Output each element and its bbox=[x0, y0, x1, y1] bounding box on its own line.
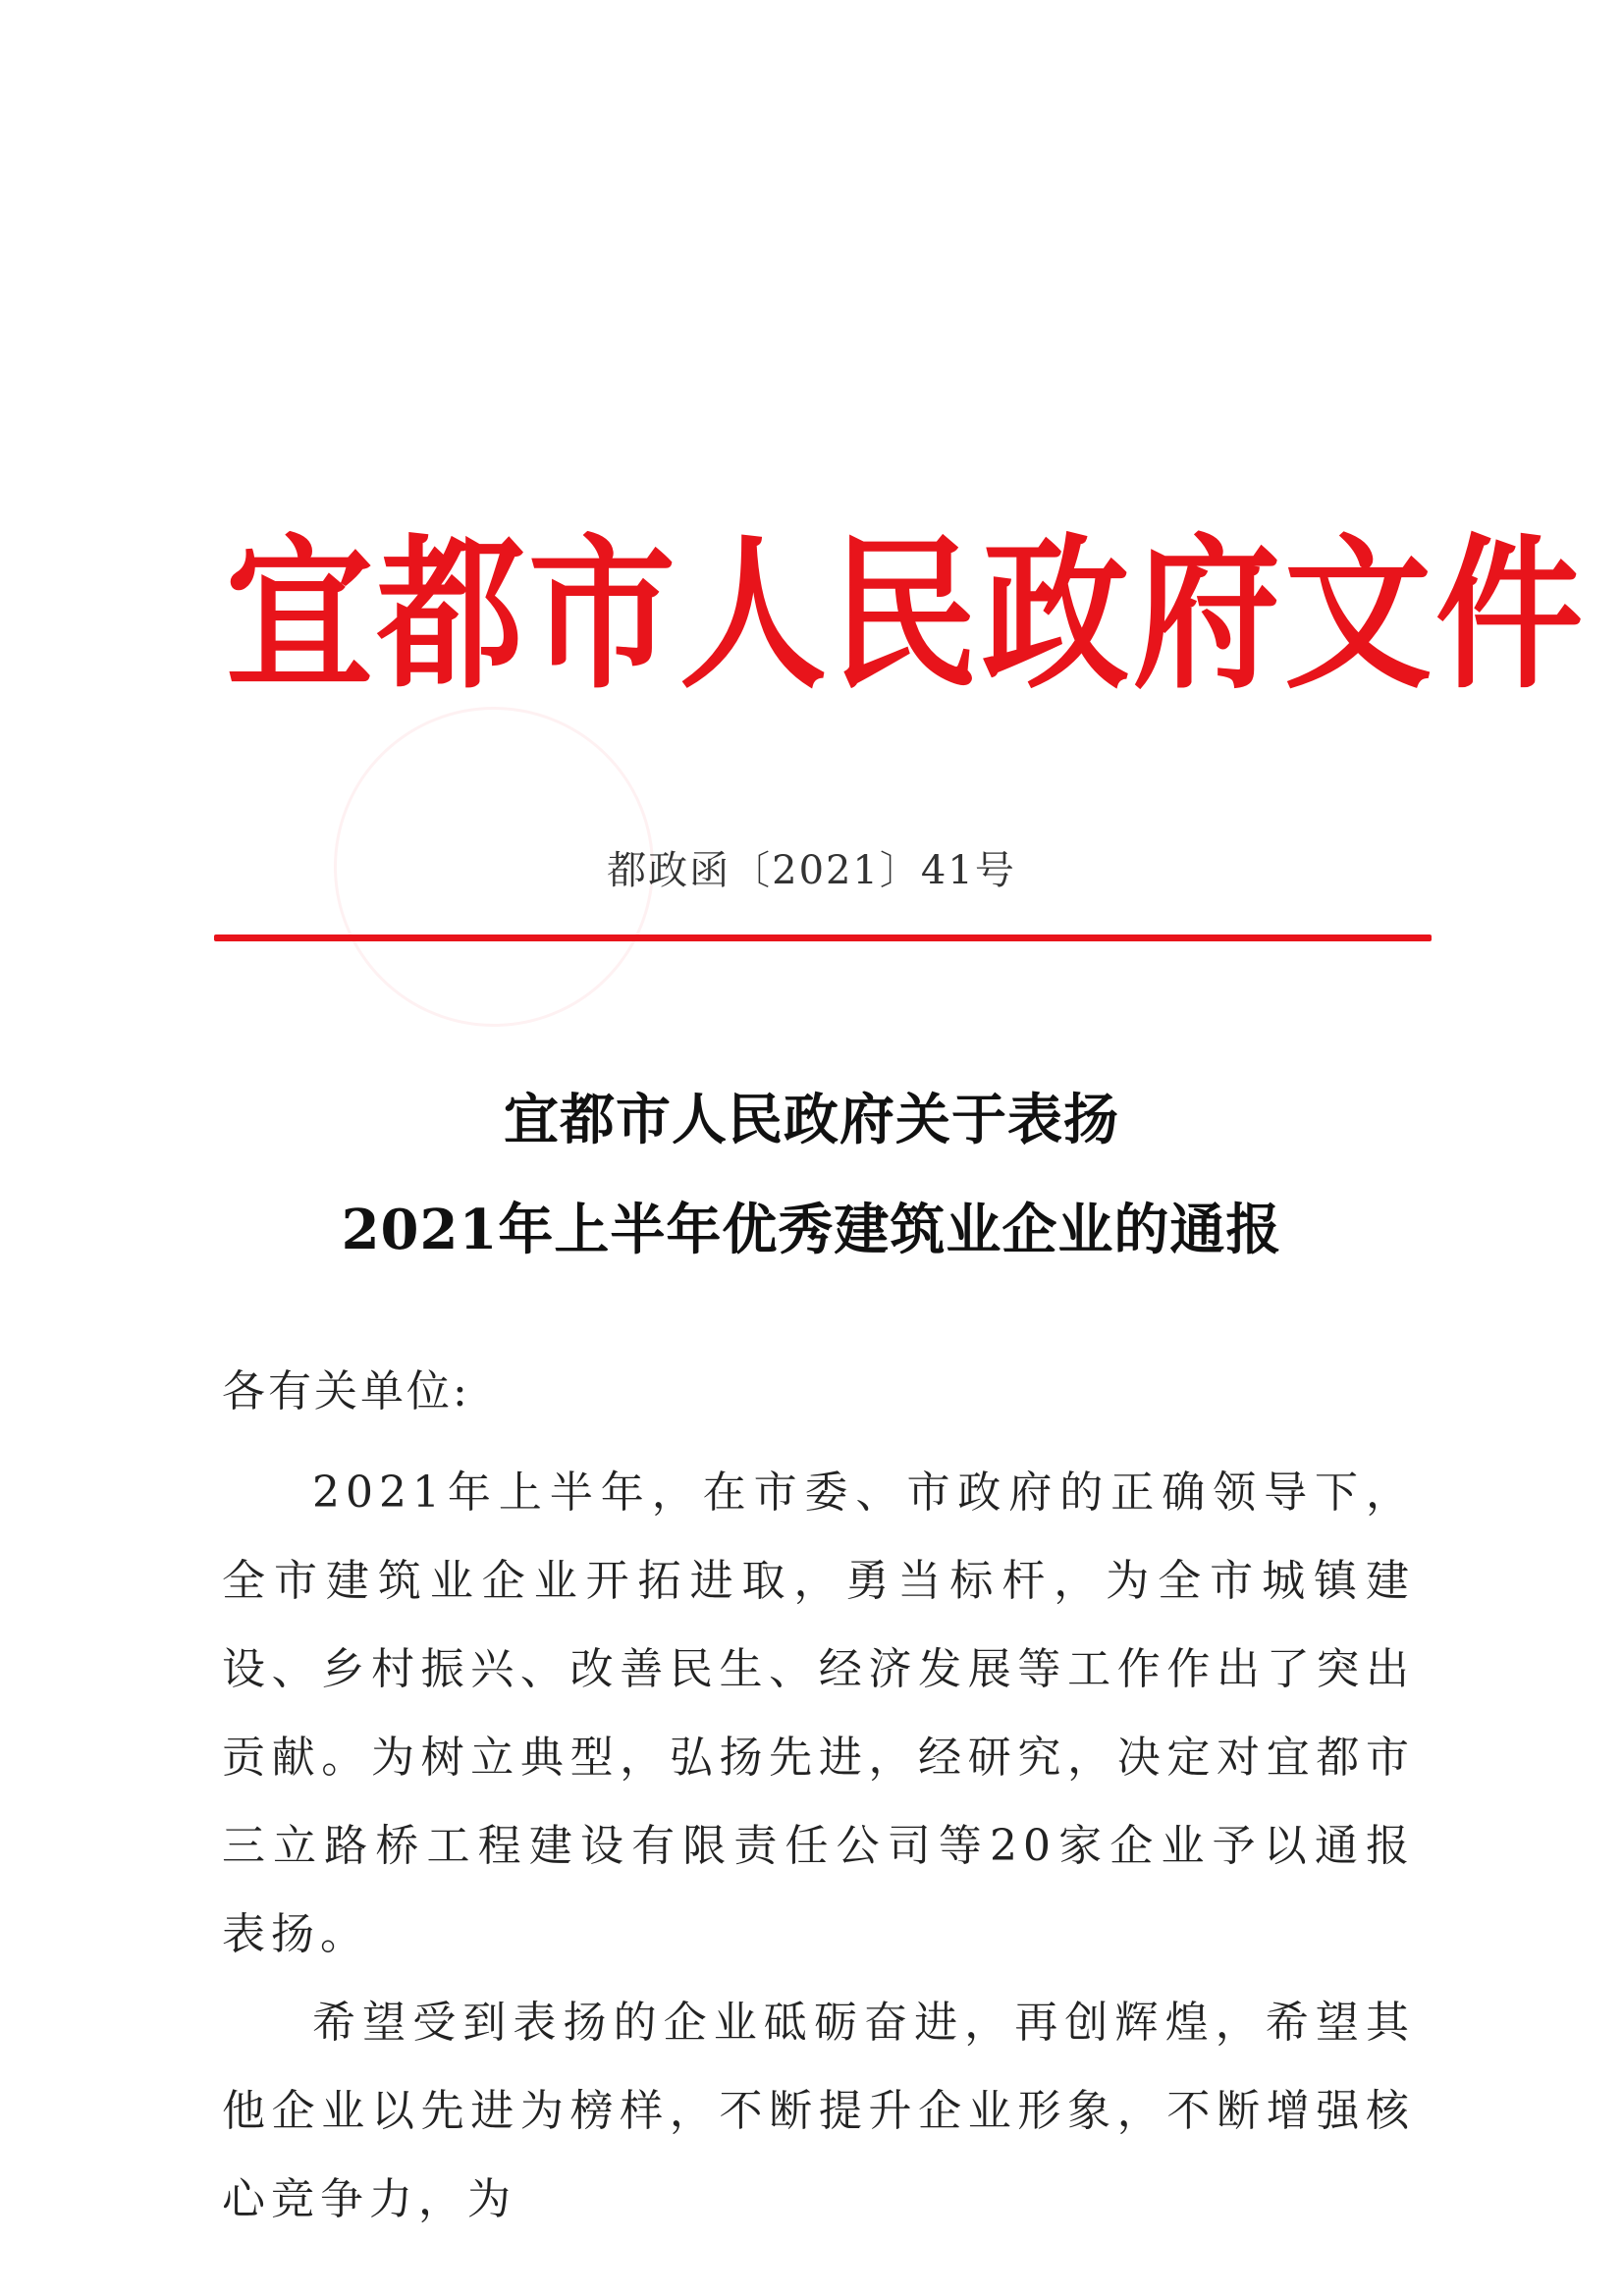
masthead-title: 宜都市人民政府文件 bbox=[226, 517, 1588, 712]
document-number: 都政函〔2021〕41号 bbox=[607, 848, 1016, 893]
red-divider-line bbox=[214, 934, 1432, 941]
document-body bbox=[222, 1449, 1415, 2244]
body-paragraph-1: 2021年上半年，在市委、市政府的正确领导下，全市建筑业企业开拓进取，勇当标杆，为全市城镇建设、乡村振兴、改善民生、经济发展等工作作出了突出贡献。为树立典型，弘扬先进，经研究，决定对宜都市三立路桥工程建设有限责任公司等20家企业予以通报表扬。 bbox=[222, 1468, 1415, 1959]
title-line-2: 2021年上半年优秀建筑业企业的通报 bbox=[341, 1198, 1282, 1262]
document-title bbox=[0, 1065, 1623, 1285]
title-line-1: 宜都市人民政府关于表扬 bbox=[504, 1088, 1119, 1152]
salutation: 各有关单位: bbox=[222, 1366, 470, 1416]
body-paragraph-2: 希望受到表扬的企业砥砺奋进，再创辉煌，希望其他企业以先进为榜样，不断提升企业形象，不断增强核心竞争力，为 bbox=[222, 1998, 1415, 2224]
